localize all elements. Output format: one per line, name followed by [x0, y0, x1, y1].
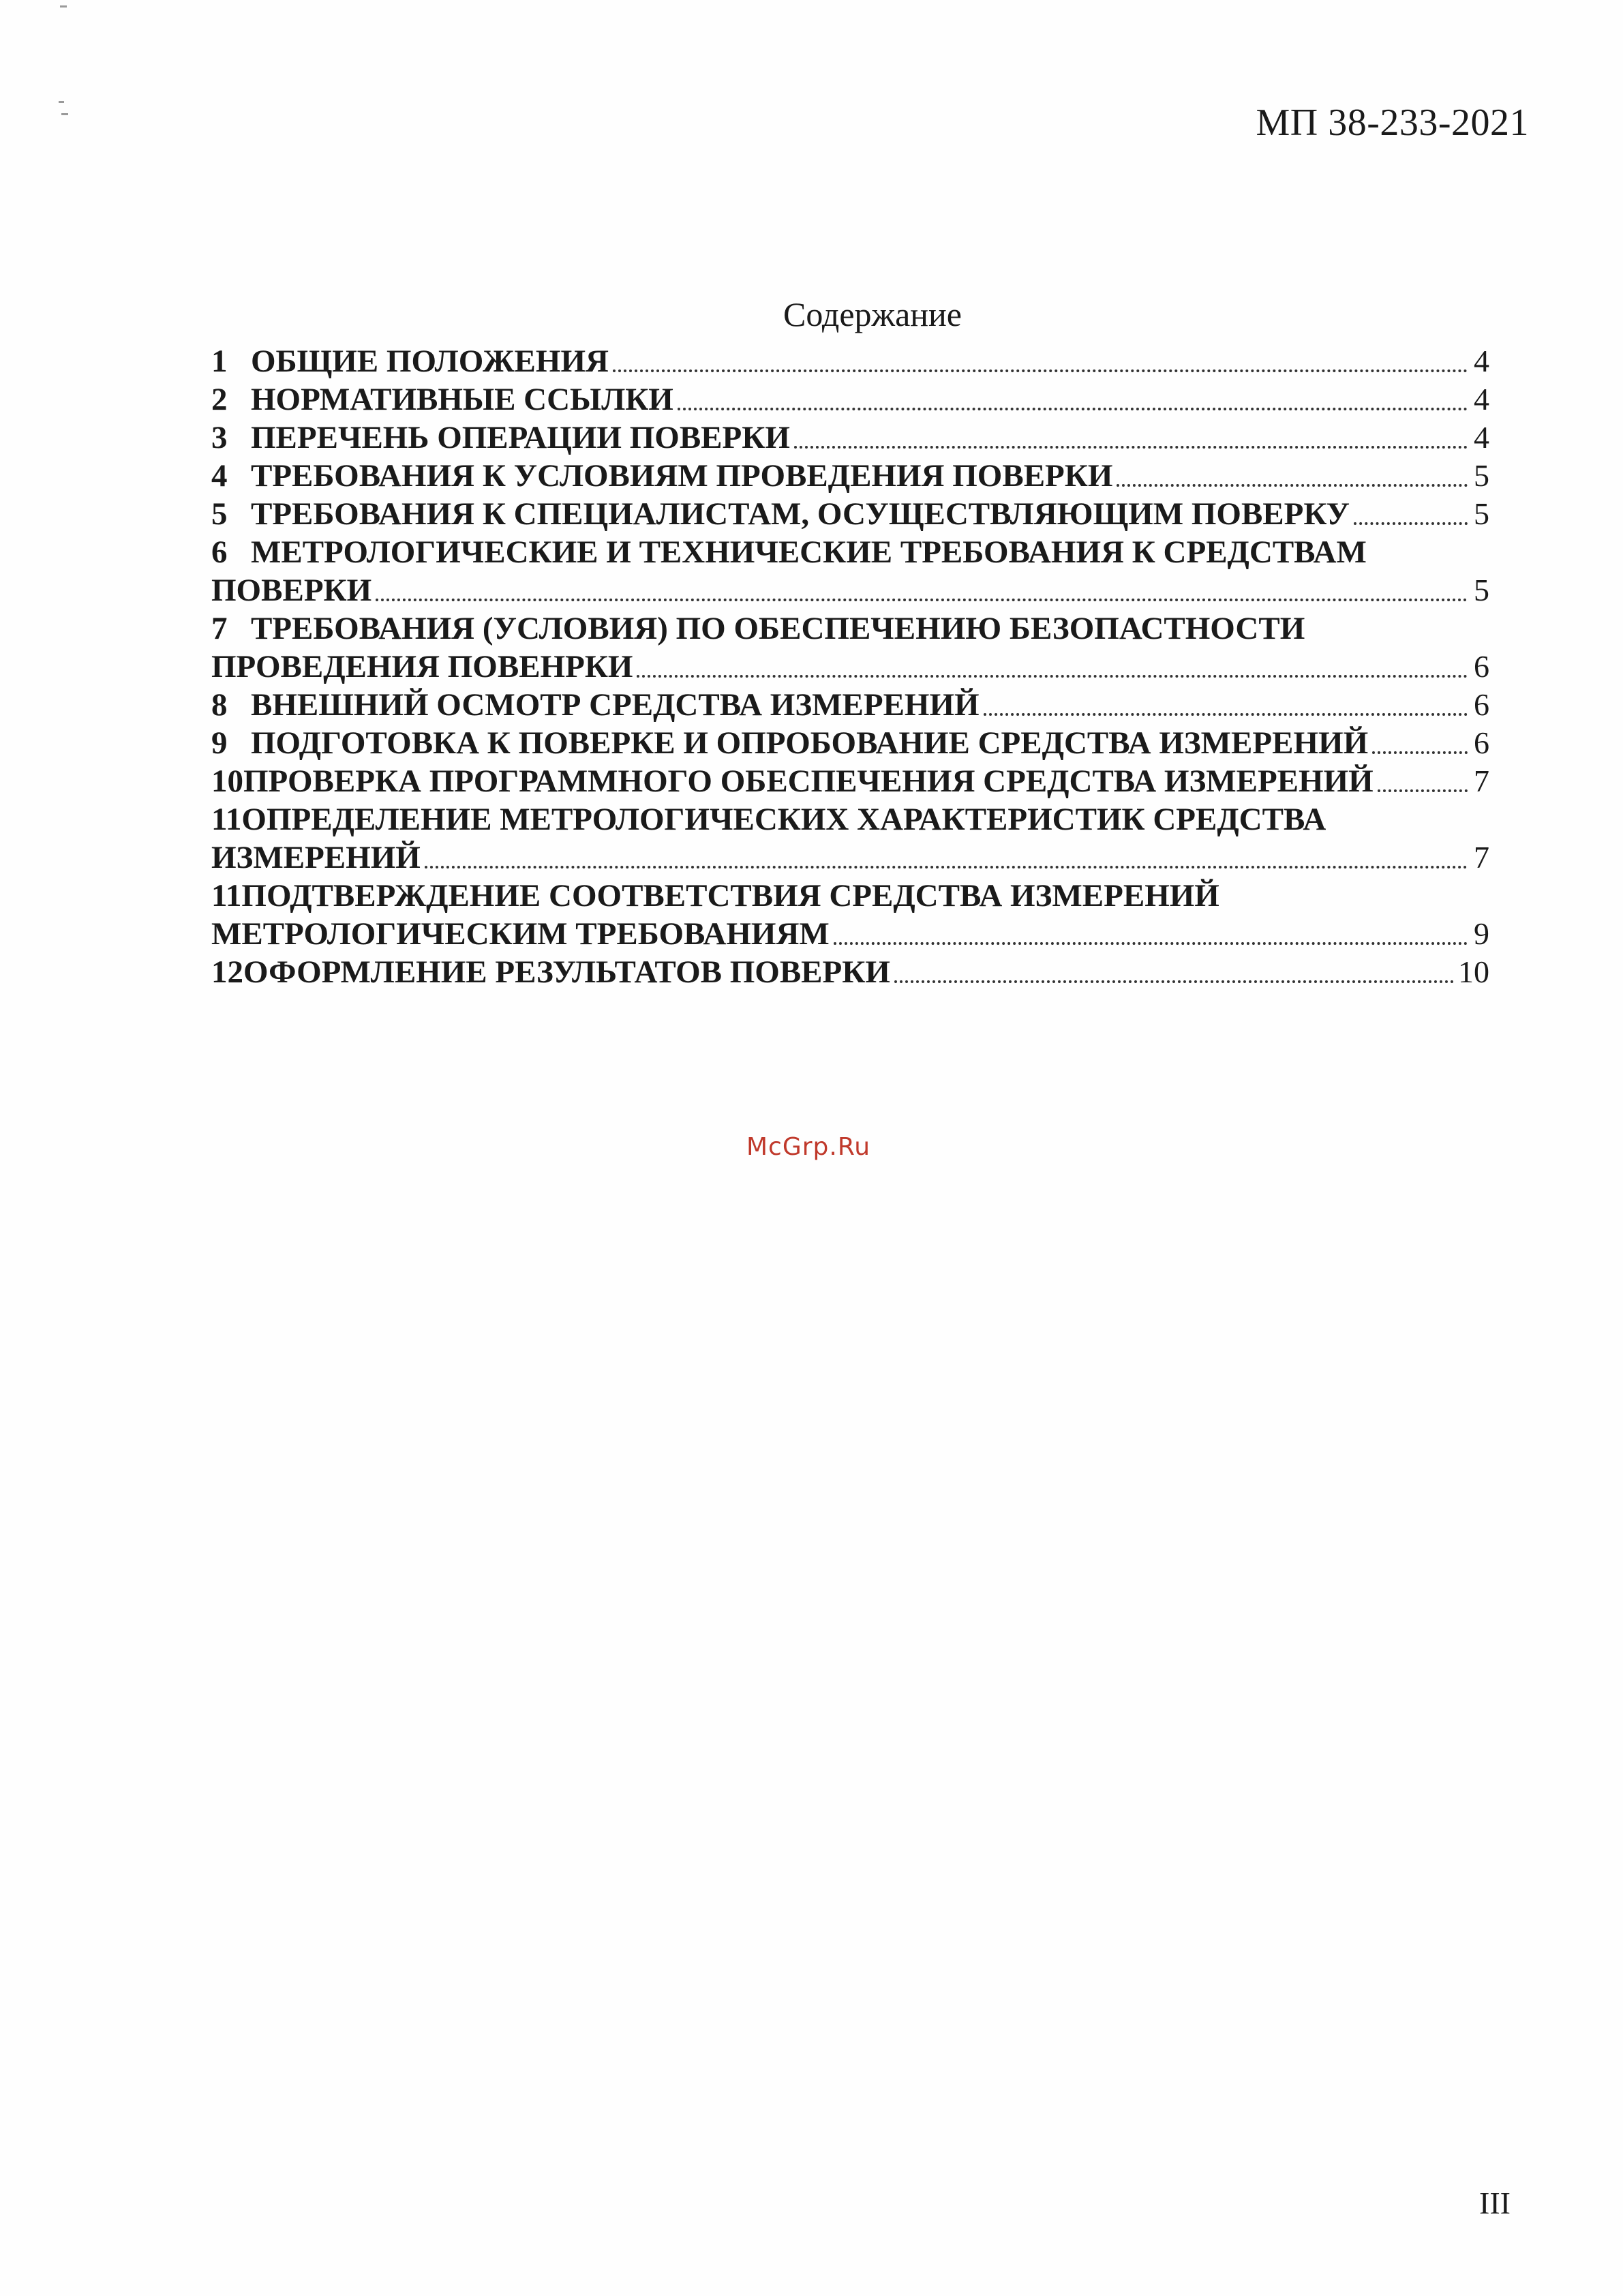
toc-leader-dots — [794, 446, 1468, 449]
toc-leader-dots — [678, 408, 1468, 410]
toc-entry — [211, 953, 1489, 991]
toc-entry-title: ПРОВЕРКА ПРОГРАММНОГО ОБЕСПЕЧЕНИЯ СРЕДСТВА ИЗМЕРЕНИЙ — [243, 764, 1374, 799]
toc-entry-page: 9 — [1474, 916, 1489, 951]
scan-mark — [61, 113, 68, 115]
toc-entry-title: ПЕРЕЧЕНЬ ОПЕРАЦИИ ПОВЕРКИ — [251, 420, 790, 455]
toc-entry-title: ВНЕШНИЙ ОСМОТР СРЕДСТВА ИЗМЕРЕНИЙ — [251, 687, 980, 723]
toc-entry-page: 7 — [1474, 840, 1489, 875]
toc-entry — [211, 495, 1489, 533]
toc-title: Содержание — [783, 295, 962, 333]
toc-entry-title: МЕТРОЛОГИЧЕСКИЕ И ТЕХНИЧЕСКИЕ ТРЕБОВАНИЯ К СРЕДСТВАМ — [251, 534, 1367, 570]
toc-entry-line — [211, 915, 1489, 953]
toc-leader-dots — [1117, 484, 1468, 487]
toc-entry-number: 3 — [211, 420, 228, 455]
toc-entry-number: 1 — [211, 344, 228, 379]
toc-entry-number: 2 — [211, 382, 228, 417]
toc-leader-dots — [894, 980, 1454, 983]
toc-entry-title: ТРЕБОВАНИЯ К УСЛОВИЯМ ПРОВЕДЕНИЯ ПОВЕРКИ — [251, 458, 1113, 494]
toc-entry-page: 4 — [1474, 420, 1489, 455]
toc-entry-line — [211, 380, 1489, 419]
toc-entry-number: 12 — [211, 954, 243, 990]
toc-entry-line — [211, 839, 1489, 877]
toc-entry-number: 9 — [211, 725, 228, 761]
toc-entry — [211, 533, 1489, 609]
toc-entry-number: 11 — [211, 802, 242, 837]
toc-entry-line — [211, 686, 1489, 724]
toc-entry-page: 6 — [1474, 725, 1489, 760]
toc-entry-line — [211, 533, 1489, 571]
toc-entry-number: 10 — [211, 764, 243, 799]
toc-entry — [211, 609, 1489, 686]
toc-entry-line — [211, 953, 1489, 991]
toc-entry-page: 4 — [1474, 344, 1489, 378]
toc-entry-page: 5 — [1474, 458, 1489, 493]
toc-entry — [211, 877, 1489, 953]
toc-entry — [211, 457, 1489, 495]
toc-entry-title: ПОДТВЕРЖДЕНИЕ СООТВЕТСТВИЯ СРЕДСТВА ИЗМЕРЕНИЙ — [241, 878, 1219, 913]
toc-entry-line — [211, 419, 1489, 457]
toc-entry-page: 7 — [1474, 764, 1489, 798]
toc-entry-number: 11 — [211, 878, 242, 913]
toc-entry — [211, 724, 1489, 762]
toc-entry — [211, 419, 1489, 457]
toc-leader-dots — [834, 942, 1468, 945]
toc-entry-page: 6 — [1474, 687, 1489, 722]
toc-entry-title: ОФОРМЛЕНИЕ РЕЗУЛЬТАТОВ ПОВЕРКИ — [243, 954, 890, 990]
toc-leader-dots — [613, 369, 1468, 372]
toc-leader-dots — [637, 675, 1468, 678]
toc-entry-line — [211, 724, 1489, 762]
toc-leader-dots — [1354, 522, 1468, 525]
toc-entry-title: ПРОВЕДЕНИЯ ПОВЕНРКИ — [211, 649, 633, 684]
page-number: III — [1479, 2186, 1511, 2220]
toc-entry-line — [211, 762, 1489, 800]
toc-entry-line — [211, 457, 1489, 495]
toc-entry-title: МЕТРОЛОГИЧЕСКИМ ТРЕБОВАНИЯМ — [211, 916, 830, 952]
toc-entry-line — [211, 877, 1489, 915]
toc-entry-title: ТРЕБОВАНИЯ (УСЛОВИЯ) ПО ОБЕСПЕЧЕНИЮ БЕЗОПАСТНОСТИ — [251, 611, 1305, 646]
toc-leader-dots — [984, 713, 1468, 716]
toc-entry-page: 5 — [1474, 496, 1489, 531]
toc-entry-line — [211, 609, 1489, 648]
toc-entry — [211, 380, 1489, 419]
toc-entry-title: НОРМАТИВНЫЕ ССЫЛКИ — [251, 382, 673, 417]
toc-entry — [211, 800, 1489, 877]
toc-entry-page: 10 — [1458, 954, 1489, 989]
toc-leader-dots — [425, 866, 1468, 868]
toc-entry-number: 8 — [211, 687, 228, 723]
toc-entry-line — [211, 648, 1489, 686]
toc-entry-number: 4 — [211, 458, 228, 494]
toc-entry-page: 5 — [1474, 573, 1489, 607]
toc-entry-number: 7 — [211, 611, 228, 646]
toc-entry — [211, 342, 1489, 380]
toc-entry-title: ТРЕБОВАНИЯ К СПЕЦИАЛИСТАМ, ОСУЩЕСТВЛЯЮЩИМ ПОВЕРКУ — [251, 496, 1350, 532]
toc-entry — [211, 686, 1489, 724]
document-code: МП 38-233-2021 — [1256, 102, 1529, 144]
toc-entry-title: ОПРЕДЕЛЕНИЕ МЕТРОЛОГИЧЕСКИХ ХАРАКТЕРИСТИК СРЕДСТВА — [241, 802, 1326, 837]
toc-entry-line — [211, 571, 1489, 609]
toc-entry-line — [211, 495, 1489, 533]
toc-entry-page: 6 — [1474, 649, 1489, 684]
toc-entry-number: 5 — [211, 496, 228, 532]
toc-entry-title: ОБЩИЕ ПОЛОЖЕНИЯ — [251, 344, 609, 379]
toc-entry-page: 4 — [1474, 382, 1489, 417]
toc-entry-line — [211, 342, 1489, 380]
scan-mark — [60, 5, 67, 7]
toc-entry — [211, 762, 1489, 800]
toc-entry-line — [211, 800, 1489, 839]
toc-entry-title: ИЗМЕРЕНИЙ — [211, 840, 421, 875]
scan-mark — [59, 101, 64, 103]
toc-leader-dots — [1372, 751, 1468, 754]
toc-leader-dots — [376, 599, 1468, 601]
table-of-contents — [211, 342, 1489, 991]
toc-entry-title: ПОДГОТОВКА К ПОВЕРКЕ И ОПРОБОВАНИЕ СРЕДСТВА ИЗМЕРЕНИЙ — [251, 725, 1369, 761]
watermark: McGrp.Ru — [746, 1133, 871, 1161]
toc-leader-dots — [1378, 789, 1468, 792]
toc-entry-number: 6 — [211, 534, 228, 570]
toc-entry-title: ПОВЕРКИ — [211, 573, 372, 608]
